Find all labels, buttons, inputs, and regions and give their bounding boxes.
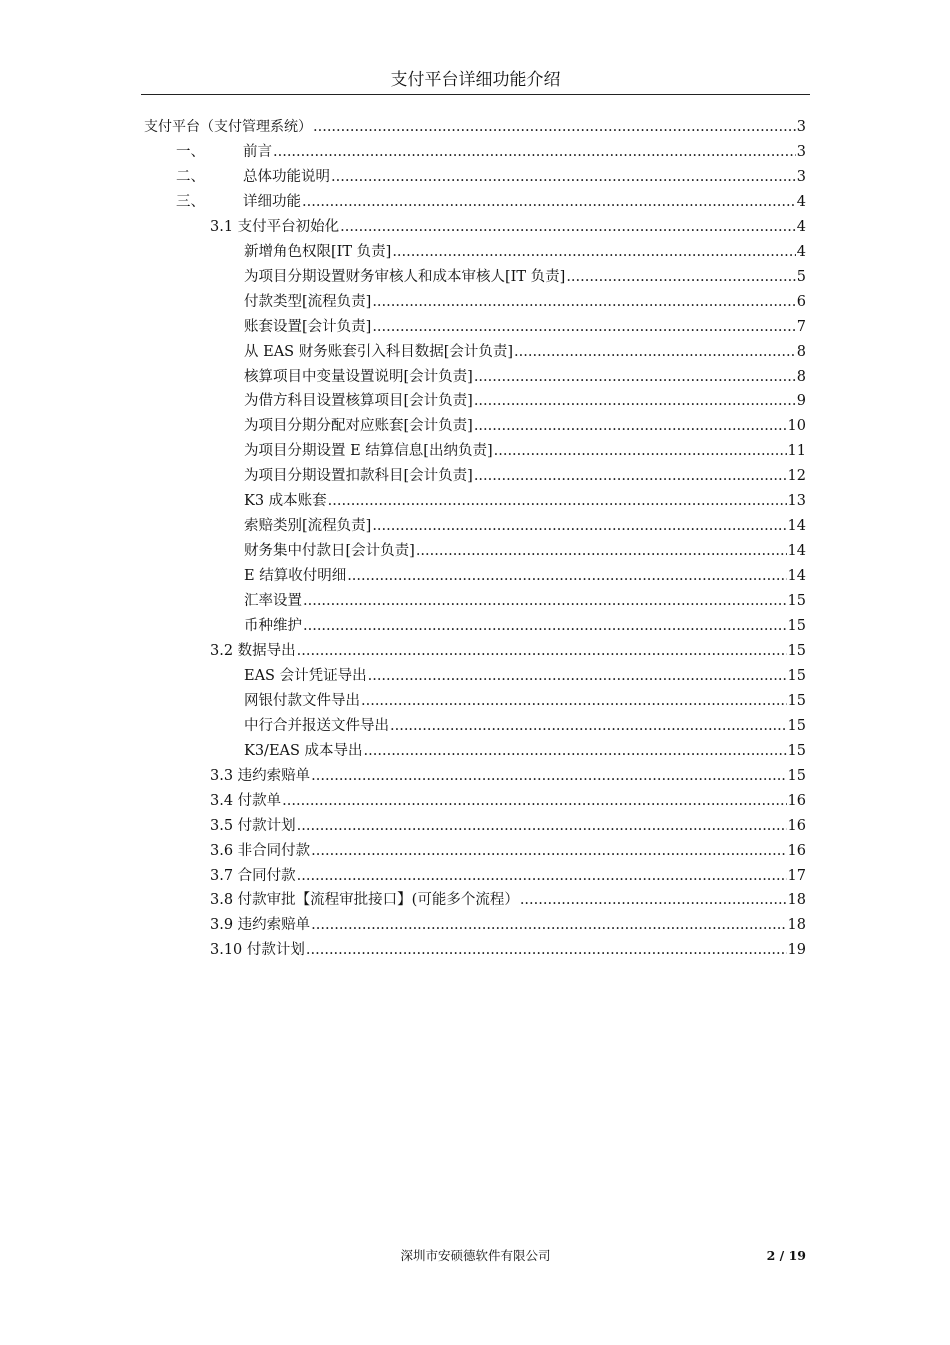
toc-entry-title: 3.10 付款计划 bbox=[210, 942, 305, 958]
toc-entry[interactable] bbox=[244, 265, 806, 289]
toc-entry[interactable] bbox=[176, 190, 806, 214]
toc-entry-title: 3.9 违约索赔单 bbox=[210, 917, 311, 933]
toc-entry-title: EAS 会计凭证导出 bbox=[244, 668, 367, 684]
toc-entry-page-number: 15 bbox=[787, 668, 806, 684]
toc-entry-page-number: 15 bbox=[787, 743, 806, 759]
toc-entry-title: 财务集中付款日[会计负责] bbox=[244, 543, 415, 559]
toc-entry-title: 新增角色权限[IT 负责] bbox=[244, 244, 392, 260]
toc-dot-leader bbox=[297, 639, 787, 663]
toc-entry[interactable] bbox=[144, 115, 806, 139]
page-footer bbox=[141, 1245, 810, 1267]
header-divider bbox=[141, 94, 810, 95]
toc-entry[interactable] bbox=[244, 315, 806, 339]
toc-entry[interactable] bbox=[244, 365, 806, 389]
toc-entry-page-number: 10 bbox=[787, 418, 806, 434]
toc-entry-title: 从 EAS 财务账套引入科目数据[会计负责] bbox=[244, 344, 514, 360]
toc-entry-page-number: 14 bbox=[787, 543, 806, 559]
toc-entry-title: 付款类型[流程负责] bbox=[244, 294, 372, 310]
toc-entry-page-number: 4 bbox=[796, 219, 806, 235]
toc-dot-leader bbox=[361, 689, 787, 713]
toc-entry[interactable] bbox=[210, 764, 806, 788]
toc-entry-title: 为项目分期设置财务审核人和成本审核人[IT 负责] bbox=[244, 269, 566, 285]
toc-entry-page-number: 8 bbox=[796, 344, 806, 360]
toc-entry-page-number: 4 bbox=[796, 194, 806, 210]
toc-entry-title: 3.4 付款单 bbox=[210, 793, 282, 809]
toc-entry[interactable] bbox=[244, 564, 806, 588]
toc-entry[interactable] bbox=[210, 814, 806, 838]
toc-dot-leader bbox=[372, 315, 795, 339]
toc-entry-page-number: 8 bbox=[796, 369, 806, 385]
toc-entry[interactable] bbox=[210, 789, 806, 813]
toc-dot-leader bbox=[368, 664, 787, 688]
page-header-title: 支付平台详细功能介绍 bbox=[390, 70, 561, 90]
toc-dot-leader bbox=[566, 265, 795, 289]
toc-entry[interactable] bbox=[176, 140, 806, 164]
toc-entry[interactable] bbox=[244, 514, 806, 538]
toc-entry-title: 索赔类别[流程负责] bbox=[244, 518, 372, 534]
toc-entry-title: 总体功能说明 bbox=[243, 169, 330, 185]
toc-entry-title: 3.5 付款计划 bbox=[210, 818, 296, 834]
toc-dot-leader bbox=[474, 365, 796, 389]
footer-page-number: 2 / 19 bbox=[766, 1248, 806, 1263]
toc-entry-title: 详细功能 bbox=[243, 194, 301, 210]
toc-entry[interactable] bbox=[244, 739, 806, 763]
toc-entry[interactable] bbox=[244, 689, 806, 713]
toc-entry-page-number: 15 bbox=[787, 718, 806, 734]
toc-dot-leader bbox=[306, 938, 787, 962]
toc-dot-leader bbox=[311, 839, 786, 863]
toc-entry-page-number: 5 bbox=[796, 269, 806, 285]
toc-entry-title: E 结算收付明细 bbox=[244, 568, 347, 584]
toc-entry[interactable] bbox=[210, 864, 806, 888]
toc-entry[interactable] bbox=[210, 888, 806, 912]
toc-entry-page-number: 9 bbox=[796, 393, 806, 409]
toc-entry-page-number: 15 bbox=[787, 643, 806, 659]
toc-entry-title: 账套设置[会计负责] bbox=[244, 319, 372, 335]
toc-dot-leader bbox=[474, 389, 796, 413]
toc-entry[interactable] bbox=[244, 714, 806, 738]
toc-entry-title: 前言 bbox=[243, 144, 272, 160]
toc-entry-title: 3.3 违约索赔单 bbox=[210, 768, 311, 784]
toc-entry-title: K3 成本账套 bbox=[244, 493, 327, 509]
toc-entry-page-number: 15 bbox=[787, 768, 806, 784]
toc-entry-title: 为项目分期设置扣款科目[会计负责] bbox=[244, 468, 473, 484]
toc-dot-leader bbox=[340, 215, 796, 239]
toc-entry-title: 支付平台（支付管理系统） bbox=[144, 119, 312, 135]
toc-entry-page-number: 18 bbox=[787, 892, 806, 908]
toc-entry-page-number: 18 bbox=[787, 917, 806, 933]
toc-dot-leader bbox=[474, 464, 787, 488]
toc-entry-page-number: 19 bbox=[787, 942, 806, 958]
toc-entry-title: 3.8 付款审批【流程审批接口】(可能多个流程） bbox=[210, 892, 519, 908]
toc-entry-number: 二、 bbox=[176, 169, 205, 185]
toc-entry-title: 3.1 支付平台初始化 bbox=[210, 219, 340, 235]
toc-entry-page-number: 16 bbox=[787, 843, 806, 859]
toc-entry[interactable] bbox=[244, 340, 806, 364]
toc-dot-leader bbox=[364, 739, 787, 763]
toc-dot-leader bbox=[331, 165, 796, 189]
toc-entry-page-number: 6 bbox=[796, 294, 806, 310]
toc-dot-leader bbox=[372, 514, 786, 538]
toc-dot-leader bbox=[328, 489, 787, 513]
toc-dot-leader bbox=[514, 340, 796, 364]
toc-entry[interactable] bbox=[210, 913, 806, 937]
toc-dot-leader bbox=[347, 564, 786, 588]
toc-dot-leader bbox=[302, 190, 796, 214]
toc-entry-page-number: 16 bbox=[787, 793, 806, 809]
toc-entry-title: 中行合并报送文件导出 bbox=[244, 718, 389, 734]
toc-dot-leader bbox=[313, 115, 796, 139]
toc-entry-title: 核算项目中变量设置说明[会计负责] bbox=[244, 369, 473, 385]
toc-entry-title: 为借方科目设置核算项目[会计负责] bbox=[244, 393, 473, 409]
toc-dot-leader bbox=[311, 913, 786, 937]
toc-dot-leader bbox=[520, 888, 787, 912]
toc-dot-leader bbox=[303, 614, 787, 638]
toc-entry-page-number: 14 bbox=[787, 568, 806, 584]
toc-dot-leader bbox=[297, 814, 787, 838]
toc-entry-page-number: 15 bbox=[787, 593, 806, 609]
toc-entry[interactable] bbox=[244, 589, 806, 613]
toc-entry[interactable] bbox=[210, 215, 806, 239]
footer-company-name: 深圳市安硕德软件有限公司 bbox=[400, 1248, 551, 1263]
toc-entry[interactable] bbox=[210, 938, 806, 962]
toc-entry-title: 为项目分期分配对应账套[会计负责] bbox=[244, 418, 473, 434]
toc-entry-page-number: 3 bbox=[796, 119, 806, 135]
toc-entry[interactable] bbox=[244, 464, 806, 488]
toc-entry-page-number: 3 bbox=[796, 169, 806, 185]
toc-entry[interactable] bbox=[244, 664, 806, 688]
toc-entry-page-number: 11 bbox=[787, 443, 806, 459]
toc-dot-leader bbox=[416, 539, 787, 563]
toc-dot-leader bbox=[390, 714, 787, 738]
toc-entry-page-number: 17 bbox=[787, 868, 806, 884]
toc-entry-page-number: 14 bbox=[787, 518, 806, 534]
toc-entry[interactable] bbox=[210, 839, 806, 863]
toc-entry[interactable] bbox=[176, 165, 806, 189]
toc-entry-number: 三、 bbox=[176, 194, 205, 210]
toc-entry[interactable] bbox=[244, 439, 806, 463]
toc-entry-title: 3.2 数据导出 bbox=[210, 643, 296, 659]
toc-entry[interactable] bbox=[210, 639, 806, 663]
toc-entry-page-number: 13 bbox=[787, 493, 806, 509]
toc-entry[interactable] bbox=[244, 539, 806, 563]
toc-entry-title: 币种维护 bbox=[244, 618, 302, 634]
toc-entry-title: 为项目分期设置 E 结算信息[出纳负责] bbox=[244, 443, 493, 459]
toc-entry-page-number: 4 bbox=[796, 244, 806, 260]
toc-entry-title: 汇率设置 bbox=[244, 593, 302, 609]
toc-entry-title: 3.6 非合同付款 bbox=[210, 843, 311, 859]
toc-dot-leader bbox=[297, 864, 787, 888]
toc-dot-leader bbox=[273, 140, 796, 164]
toc-dot-leader bbox=[311, 764, 786, 788]
toc-entry-page-number: 15 bbox=[787, 618, 806, 634]
toc-entry-title: 网银付款文件导出 bbox=[244, 693, 360, 709]
toc-dot-leader bbox=[392, 240, 795, 264]
toc-dot-leader bbox=[372, 290, 795, 314]
toc-entry-number: 一、 bbox=[176, 144, 205, 160]
toc-entry[interactable] bbox=[244, 389, 806, 413]
toc-entry-title: K3/EAS 成本导出 bbox=[244, 743, 363, 759]
toc-entry-page-number: 7 bbox=[796, 319, 806, 335]
toc-entry[interactable] bbox=[244, 240, 806, 264]
toc-dot-leader bbox=[282, 789, 786, 813]
toc-entry-page-number: 16 bbox=[787, 818, 806, 834]
toc-entry-page-number: 12 bbox=[787, 468, 806, 484]
toc-entry[interactable] bbox=[244, 614, 806, 638]
toc-dot-leader bbox=[494, 439, 787, 463]
toc-dot-leader bbox=[474, 414, 787, 438]
toc-entry-page-number: 3 bbox=[796, 144, 806, 160]
toc-entry[interactable] bbox=[244, 489, 806, 513]
toc-entry[interactable] bbox=[244, 414, 806, 438]
toc-entry[interactable] bbox=[244, 290, 806, 314]
toc-dot-leader bbox=[303, 589, 787, 613]
toc-entry-title: 3.7 合同付款 bbox=[210, 868, 296, 884]
toc-entry-page-number: 15 bbox=[787, 693, 806, 709]
